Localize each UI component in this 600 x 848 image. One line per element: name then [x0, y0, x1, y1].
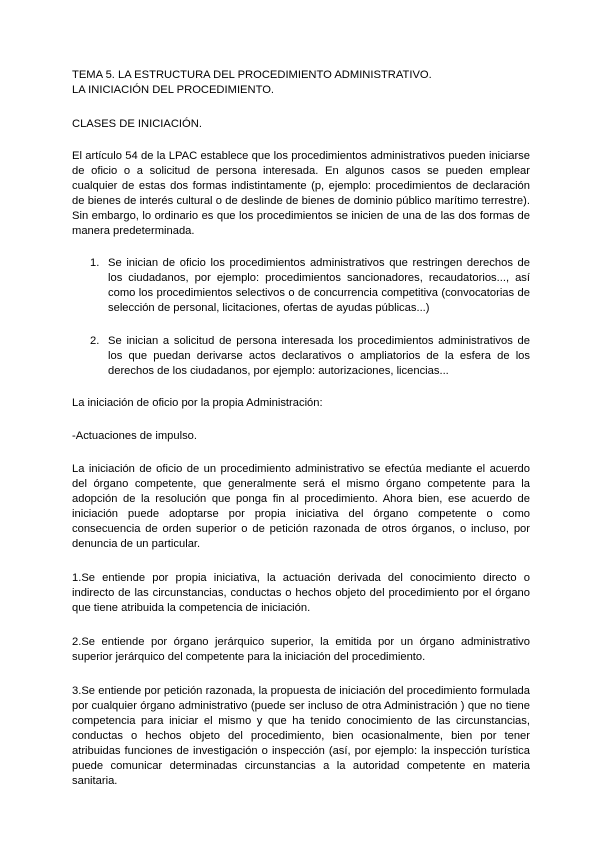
- list-item-number: 1.: [90, 257, 100, 269]
- list-item: [72, 334, 530, 379]
- initiation-types-list-continued: [72, 334, 530, 379]
- document-title: [72, 68, 530, 98]
- intro-paragraph: El artículo 54 de la LPAC establece que los procedimientos administrativos pueden iniciarse de oficio o a solicitud de persona interesada. En algunos casos se pueden emplear cualquier de estas dos formas indistintamente (p, ejemplo: procedimientos de declaración de bienes de interés cultural o de deslinde de bienes de dominio público marítimo terrestre). Sin embargo, lo ordinario es que los procedimientos se inicien de una de las dos formas de manera predeterminada.: [72, 150, 530, 237]
- list-item-text: Se inician a solicitud de persona interesada los procedimientos administrativos de los que puedan derivarse actos declarativos o ampliatorios de la esfera de los derechos de los ciudadanos, por ejemplo: autorizaciones, licencias...: [108, 335, 530, 377]
- list-item-number: 2.: [90, 335, 100, 347]
- initiation-types-list: [72, 256, 530, 316]
- title-line-1: TEMA 5. LA ESTRUCTURA DEL PROCEDIMIENTO ADMINISTRATIVO.: [72, 69, 432, 81]
- paragraph-organo-superior: 2.Se entiende por órgano jerárquico superior, la emitida por un órgano administrativo superior jerárquico del competente para la iniciación del procedimiento.: [72, 636, 530, 663]
- list-item: [72, 256, 530, 316]
- paragraph-impulso: La iniciación de oficio de un procedimiento administrativo se efectúa mediante el acuerdo del órgano competente, que generalmente será el mismo órgano competente para la adopción de la resolución que ponga fin al procedimiento. Ahora bien, ese acuerdo de iniciación puede adoptarse por propia iniciativa del órgano competente o como consecuencia de orden superior o de petición razonada de otros órganos, o incluso, por denuncia de un particular.: [72, 463, 530, 550]
- subheading-oficio: La iniciación de oficio por la propia Administración:: [72, 397, 323, 409]
- paragraph-propia-iniciativa: 1.Se entiende por propia iniciativa, la actuación derivada del conocimiento directo o indirecto de las circunstancias, conductas o hechos objeto del procedimiento por el órgano que tiene atribuida la competencia de iniciación.: [72, 572, 530, 614]
- list-item-text: Se inician de oficio los procedimientos administrativos que restringen derechos de los ciudadanos, por ejemplo: procedimientos sancionadores, recaudatorios..., así como los procedimientos selectivos o de concurrencia competitiva (convocatorias de selección de personal, licitaciones, ofertas de ayudas públicas...): [108, 257, 530, 314]
- section-heading: CLASES DE INICIACIÓN.: [72, 118, 202, 130]
- document-page: [72, 68, 530, 789]
- title-line-2: LA INICIACIÓN DEL PROCEDIMIENTO.: [72, 84, 275, 96]
- paragraph-peticion-razonada: 3.Se entiende por petición razonada, la propuesta de iniciación del procedimiento formulada por cualquier órgano administrativo (puede ser incluso de otra Administración ) que no tiene competencia para iniciar el mismo y que ha tenido conocimiento de las circunstancias, conductas o hechos objeto del procedimiento, bien ocasionalmente, bien por tener atribuidas funciones de investigación o inspección (así, por ejemplo: la inspección turística puede comunicar determinadas circunstancias a la autoridad competente en materia sanitaria.: [72, 685, 530, 787]
- subheading-impulso: -Actuaciones de impulso.: [72, 430, 197, 442]
